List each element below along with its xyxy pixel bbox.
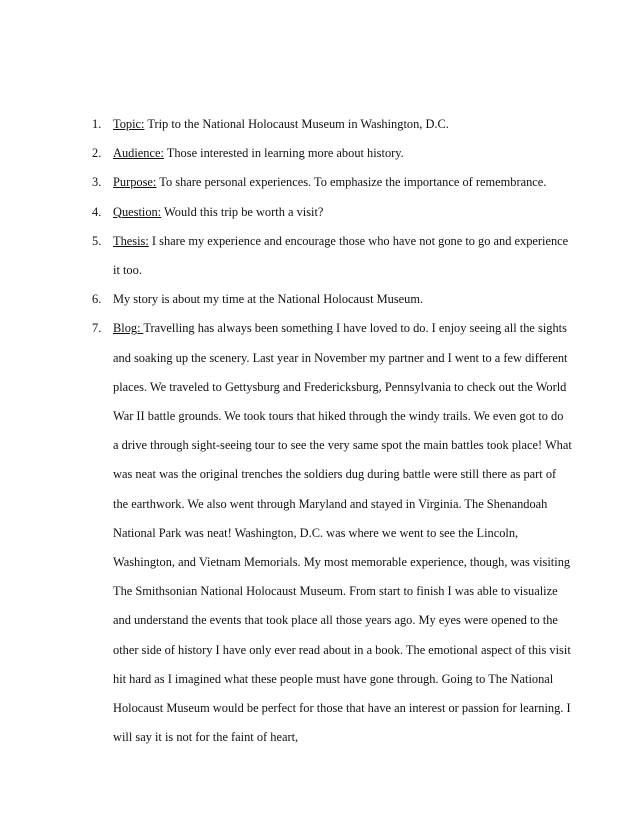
item-number: 3. [92,175,102,190]
item-text: Trip to the National Holocaust Museum in Washington, D.C. [144,117,449,131]
list-item-question [92,198,572,227]
item-number: 7. [92,321,102,336]
item-number: 5. [92,233,102,248]
item-number: 1. [92,117,102,131]
item-text: Those interested in learning more about history. [163,146,404,161]
item-text: To share personal experiences. To emphasize the importance of remembrance. [156,175,547,190]
item-text: My story is about my time at the National Holocaust Museum. [113,292,424,307]
list-item-purpose [92,168,572,197]
item-text: I share my experience and encourage those who have not gone to go and experience it too. [113,233,569,278]
item-label: Audience: [113,146,164,161]
outline-list [92,110,572,752]
item-number: 2. [92,146,102,161]
list-item-thesis [92,227,572,285]
item-number: 6. [92,292,102,307]
item-label: Blog: [113,321,144,336]
item-label: Question: [113,204,162,219]
list-item-story [92,285,572,314]
item-label: Purpose: [113,175,157,190]
list-item-audience [92,139,572,168]
item-text: Travelling has always been something I have loved to do. I enjoy seeing all the sights and soaking up the scenery. Last year in November my partner and I went to a few different places. We traveled to Gettysburg and Fredericksburg, Pennsylvania to check out the World War II battle grounds. We took tours that hiked through the windy trails. We even got to do a drive through sight-seeing tour to see the very same spot the main battles took place! What was neat was the original trenches the soldiers dug during battle were still there as part of the earthwork. We also went through Maryland and stayed in Virginia. The Shenandoah National Park was neat! Washington, D.C. was where we went to see the Lincoln, Washington, and Vietnam Memorials. My most memorable experience, though, was visiting The Smithsonian National Holocaust Museum. From start to finish I was able to visualize and understand the events that took place all those years ago. My eyes were opened to the other side of history I have only ever read about in a book. The emotional aspect of this visit hit hard as I imagined what these people must have gone through. Going to The National Holocaust Museum would be perfect for those that have an interest or passion for learning. I will say it is not for the faint of heart, [113,321,572,745]
item-label: Topic: [113,117,145,131]
item-label: Thesis: [113,233,149,248]
list-item-topic [92,110,572,139]
item-number: 4. [92,204,102,219]
list-item-blog [92,314,572,752]
item-text: Would this trip be worth a visit? [161,204,324,219]
